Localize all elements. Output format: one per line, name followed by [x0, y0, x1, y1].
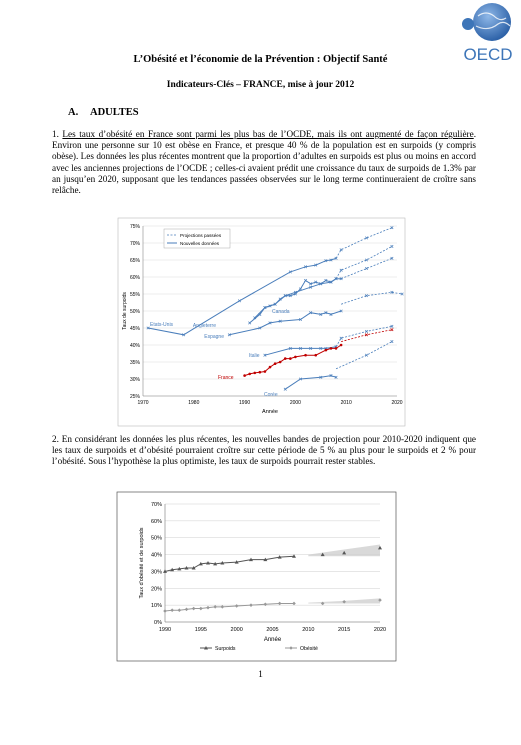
legend-label-obesite: Obésité	[300, 646, 318, 652]
x-tick-label: 1995	[194, 627, 207, 633]
x-tick-label: 2000	[289, 400, 301, 406]
y-tick-label: 20%	[150, 586, 162, 593]
x-tick-label: 1980	[188, 400, 200, 406]
y-tick-label: 30%	[129, 377, 140, 383]
x-tick-label: 2010	[340, 400, 352, 406]
legend-label-new-data: Nouvelles données	[180, 241, 220, 246]
y-tick-label: 75%	[129, 224, 140, 230]
y-tick-label: 65%	[129, 258, 140, 264]
paragraph-1-body: . Environ une personne sur 10 est obèse en France, et presque 40 % de la population est en surpoids (y compris obèse). Les données les plus récentes montrent que la proportion d’adultes en surpoids est plus ou moins en accord avec les anciennes projections de l’OCDE ; celles-ci avaient prédit une croissance du taux de surpoids de 1.3% par an jusqu’en 2020, supposant que les tendances passées observées sur le long terme continueraient de croître sans relâche.	[52, 129, 476, 196]
series-label: Corée	[264, 392, 278, 398]
y-tick-label: 60%	[150, 518, 162, 525]
legend-label-surpoids: Surpoids	[215, 646, 236, 652]
y-tick-label: 55%	[129, 292, 140, 298]
y-tick-label: 10%	[150, 603, 162, 610]
paragraph-1-lead: Les taux d’obésité en France sont parmi les plus bas de l’OCDE, mais ils ont augmenté de façon régulière	[62, 129, 474, 139]
x-tick-label: 2005	[266, 627, 279, 633]
y-tick-label: 35%	[129, 360, 140, 366]
paragraph-2-number: 2.	[52, 434, 59, 444]
x-tick-label: 2000	[230, 627, 243, 633]
x-tick-label: 2020	[391, 400, 403, 406]
x-axis-title: Année	[263, 637, 282, 643]
series-label: Espagne	[204, 334, 224, 340]
x-tick-label: 2015	[338, 627, 351, 633]
x-tick-label: 2010	[302, 627, 315, 633]
y-tick-label: 40%	[150, 552, 162, 559]
series-label: Etats-Unis	[150, 322, 174, 328]
y-axis-title: Taux d'obésité et de surpoids	[139, 527, 145, 599]
x-axis-title: Année	[262, 409, 278, 415]
legend-label-projection: Projections passées	[180, 233, 222, 238]
oecd-logo-text: OECD	[463, 45, 513, 64]
y-tick-label: 50%	[150, 535, 162, 542]
y-tick-label: 45%	[129, 326, 140, 332]
series-label: Canada	[272, 309, 290, 315]
x-tick-label: 1990	[158, 627, 172, 633]
series-label: France	[218, 375, 234, 381]
paragraph-2-body: En considérant les données les plus récentes, les nouvelles bandes de projection pour 2010-2020 indiquent que les taux de surpoids et d’obésité pourraient croître sur cette période de 5 % au plus pour le surpoids et 2 % pour l’obésité. Sous l’hypothèse la plus optimiste, les taux de surpoids pourrait rester stables.	[52, 434, 477, 467]
paragraph-1-number: 1.	[52, 129, 59, 139]
y-tick-label: 60%	[129, 275, 140, 281]
series-label: Angleterre	[192, 323, 216, 329]
x-tick-label: 2020	[373, 627, 387, 633]
page-subtitle: Indicateurs-Clés – FRANCE, mise à jour 2012	[166, 80, 355, 90]
section-number: A.	[68, 107, 79, 118]
page-number: 1	[258, 670, 263, 680]
y-tick-label: 30%	[150, 569, 162, 576]
page-title: L’Obésité et l’économie de la Prévention : Objectif Santé	[133, 54, 388, 65]
x-tick-label: 1990	[239, 400, 251, 406]
y-tick-label: 40%	[129, 343, 140, 349]
y-tick-label: 50%	[129, 309, 140, 315]
y-tick-label: 0%	[154, 620, 162, 626]
y-tick-label: 70%	[129, 241, 140, 247]
section-label: ADULTES	[90, 107, 139, 118]
y-axis-title: Taux de surpoids	[122, 292, 128, 330]
y-tick-label: 70%	[150, 502, 162, 508]
x-tick-label: 1970	[137, 400, 149, 406]
series-label: Italie	[249, 353, 260, 359]
y-tick-label: 25%	[129, 394, 140, 400]
chart-2-frame	[117, 492, 396, 661]
